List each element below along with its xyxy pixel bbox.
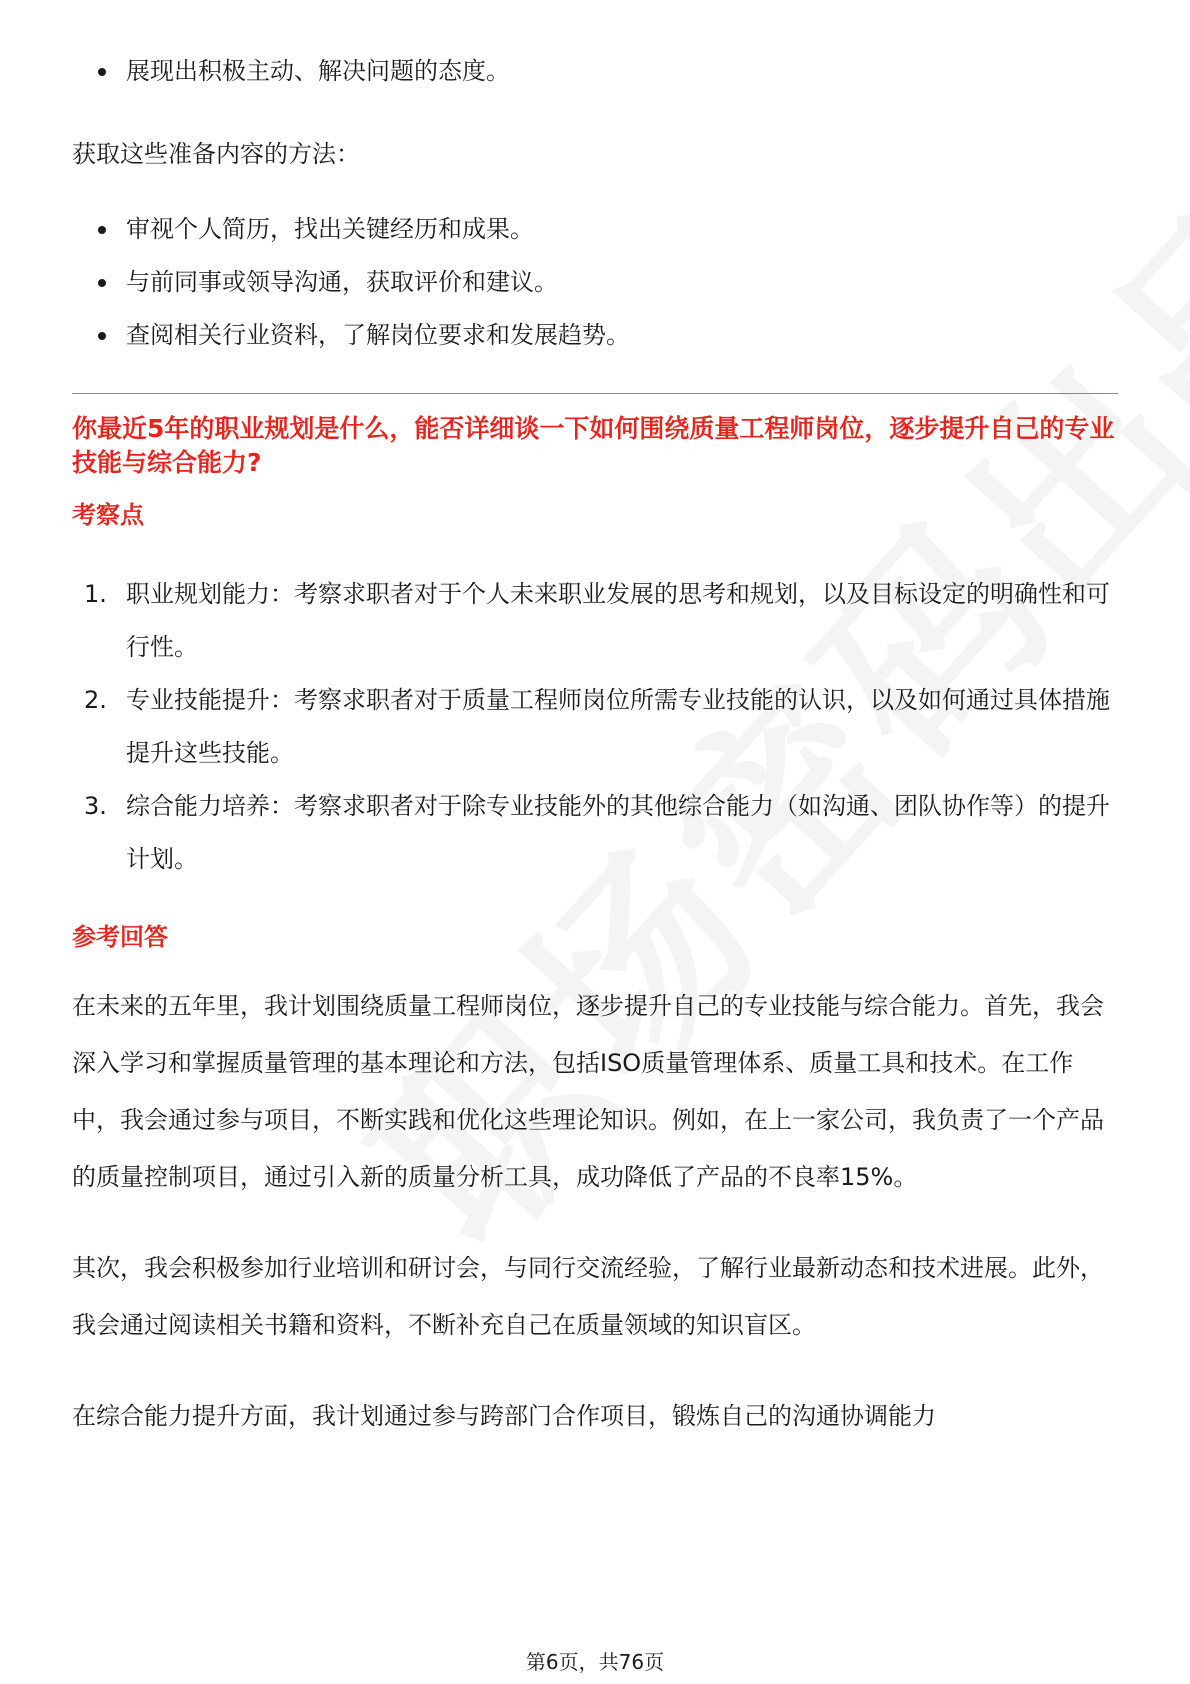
list-number: 1. — [84, 580, 107, 608]
section-divider — [72, 393, 1118, 394]
list-text: 专业技能提升：考察求职者对于质量工程师岗位所需专业技能的认识，以及如何通过具体措施提升这些技能。 — [126, 686, 1110, 767]
list-item — [72, 568, 1118, 674]
list-item — [72, 674, 1118, 780]
methods-intro: 获取这些准备内容的方法： — [72, 140, 360, 168]
list-number: 2. — [84, 686, 107, 714]
list-item: 审视个人简历，找出关键经历和成果。 — [72, 212, 1118, 246]
list-item: 与前同事或领导沟通，获取评价和建议。 — [72, 265, 1118, 299]
answer-title: 参考回答 — [72, 923, 168, 951]
interview-question: 你最近5年的职业规划是什么，能否详细谈一下如何围绕质量工程师岗位，逐步提升自己的专业技能与综合能力? — [72, 414, 1115, 477]
answer-paragraph: 在综合能力提升方面，我计划通过参与跨部门合作项目，锻炼自己的沟通协调能力 — [72, 1402, 936, 1430]
page-content — [72, 50, 1118, 1445]
answer-paragraph: 在未来的五年里，我计划围绕质量工程师岗位，逐步提升自己的专业技能与综合能力。首先，我会深入学习和掌握质量管理的基本理论和方法，包括ISO质量管理体系、质量工具和技术。在工作中，我会通过参与项目，不断实践和优化这些理论知识。例如，在上一家公司，我负责了一个产品的质量控制项目，通过引入新的质量分析工具，成功降低了产品的不良率15%。 — [72, 992, 1104, 1191]
methods-bullet-list — [72, 212, 1118, 352]
list-number: 3. — [84, 792, 107, 820]
answer-paragraph: 其次，我会积极参加行业培训和研讨会，与同行交流经验，了解行业最新动态和技术进展。此外，我会通过阅读相关书籍和资料，不断补充自己在质量领域的知识盲区。 — [72, 1254, 1104, 1339]
list-text: 综合能力培养：考察求职者对于除专业技能外的其他综合能力（如沟通、团队协作等）的提升计划。 — [126, 792, 1110, 873]
kaocha-list — [72, 568, 1118, 886]
kaocha-title: 考察点 — [72, 501, 144, 529]
list-item — [72, 780, 1118, 886]
list-text: 职业规划能力：考察求职者对于个人未来职业发展的思考和规划，以及目标设定的明确性和可行性。 — [126, 580, 1110, 661]
top-bullet-list — [72, 54, 1118, 88]
list-item: 展现出积极主动、解决问题的态度。 — [72, 54, 1118, 88]
list-item: 查阅相关行业资料，了解岗位要求和发展趋势。 — [72, 318, 1118, 352]
page-footer: 第6页，共76页 — [525, 1650, 665, 1674]
